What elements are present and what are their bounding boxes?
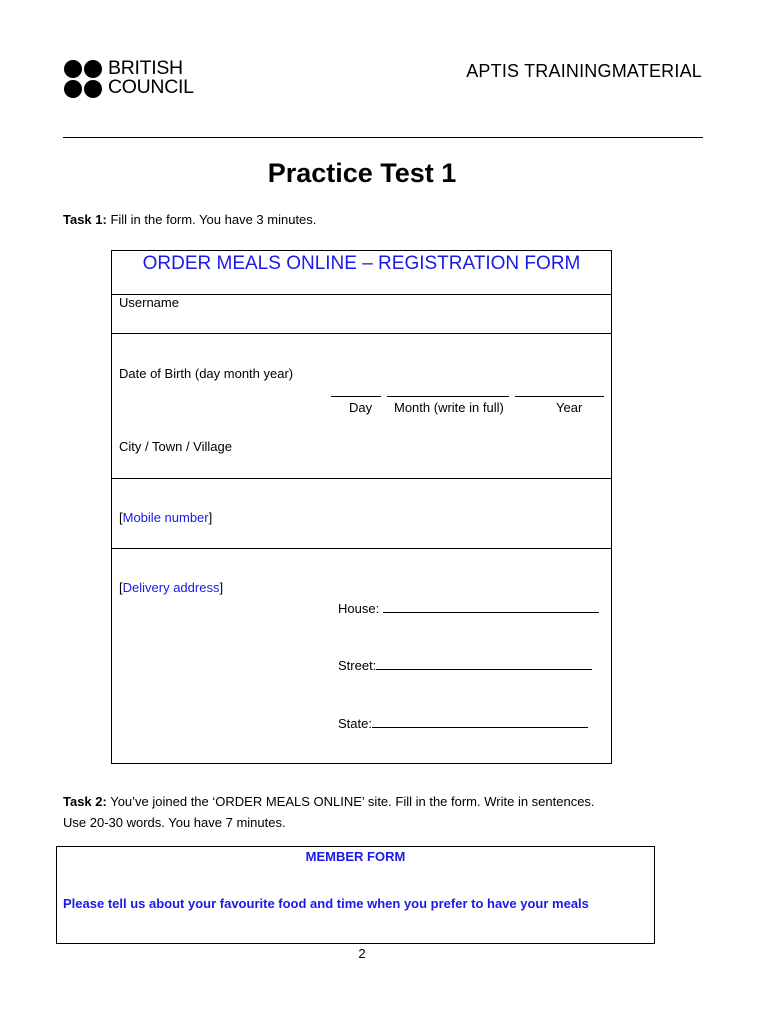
logo-dots-icon xyxy=(64,59,104,99)
street-field[interactable]: Street: xyxy=(338,657,592,673)
page-title: Practice Test 1 xyxy=(267,158,457,188)
dob-label: Date of Birth (day month year) xyxy=(119,366,294,381)
logo-text xyxy=(108,59,194,97)
header-divider xyxy=(63,137,703,138)
member-form-title: MEMBER FORM xyxy=(305,849,406,864)
delivery-label: [Delivery address] xyxy=(119,580,224,595)
member-form[interactable] xyxy=(56,846,655,944)
task2-text-line1: You’ve joined the ‘ORDER MEALS ONLINE’ site. Fill in the form. Write in sentences. xyxy=(106,794,595,809)
username-row[interactable] xyxy=(112,294,611,333)
logo-line-2: COUNCIL xyxy=(108,76,194,98)
dob-year-blank[interactable] xyxy=(515,384,604,397)
city-label: City / Town / Village xyxy=(119,439,232,454)
dob-day-label: Day xyxy=(349,400,373,415)
task1-text: Fill in the form. You have 3 minutes. xyxy=(106,212,317,227)
house-field[interactable]: House: xyxy=(338,600,599,616)
header-title: APTIS TRAININGMATERIAL xyxy=(466,61,702,81)
dob-year-label: Year xyxy=(556,400,583,415)
dob-day-blank[interactable] xyxy=(331,384,381,397)
logo-line-1: BRITISH xyxy=(108,57,183,79)
mobile-row[interactable] xyxy=(112,478,611,548)
dob-month-blank[interactable] xyxy=(387,384,509,397)
registration-form-title: ORDER MEALS ONLINE – REGISTRATION FORM xyxy=(142,253,581,274)
mobile-label: [Mobile number] xyxy=(119,510,213,525)
dob-month-label: Month (write in full) xyxy=(394,400,504,415)
task2-instructions xyxy=(63,791,595,833)
registration-form xyxy=(111,250,612,764)
username-label: Username xyxy=(119,295,179,310)
task2-text-line2: Use 20-30 words. You have 7 minutes. xyxy=(63,815,286,830)
delivery-row xyxy=(112,548,611,763)
state-field[interactable]: State: xyxy=(338,715,588,731)
task1-label: Task 1: xyxy=(63,212,107,227)
task1-instructions xyxy=(63,209,316,230)
member-form-prompt: Please tell us about your favourite food and time when you prefer to have your meals xyxy=(63,896,589,911)
task2-label: Task 2: xyxy=(63,794,107,809)
page-number: 2 xyxy=(358,946,366,961)
dob-city-row xyxy=(112,333,611,478)
